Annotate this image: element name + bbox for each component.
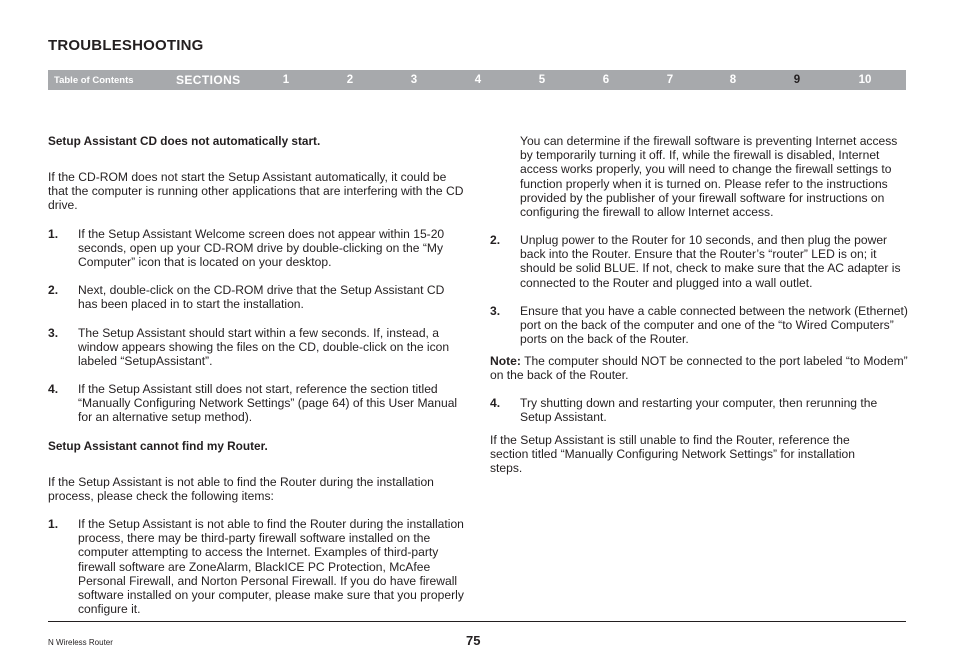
- section-link-9-current[interactable]: 9: [793, 74, 801, 86]
- list-number: 4.: [490, 396, 501, 410]
- section-link-3[interactable]: 3: [410, 74, 418, 86]
- list-item: [48, 382, 466, 425]
- paragraph-cd-intro: If the CD-ROM does not start the Setup Assistant automatically, it could be that the computer is running other applications that are interfering with the CD drive.: [48, 170, 464, 213]
- section-nav-bar: [48, 70, 906, 90]
- list-number: 3.: [48, 326, 59, 340]
- section-heading-router: Setup Assistant cannot find my Router.: [48, 439, 268, 453]
- section-link-4[interactable]: 4: [474, 74, 482, 86]
- section-link-2[interactable]: 2: [346, 74, 354, 86]
- list-number: 4.: [48, 382, 59, 396]
- list-number: 3.: [490, 304, 501, 318]
- list-number: 1.: [48, 227, 59, 241]
- section-link-10[interactable]: 10: [858, 74, 872, 86]
- list-number: 2.: [48, 283, 59, 297]
- footer-divider: [48, 621, 906, 622]
- list-item: [48, 227, 466, 270]
- list-number: 2.: [490, 233, 501, 247]
- paragraph-final: If the Setup Assistant is still unable to find the Router, reference the section titled “Manually Configuring Network Settings” for installation steps.: [490, 433, 855, 476]
- list-item-text: Unplug power to the Router for 10 seconds, and then plug the power back into the Router. Ensure that the Router’s “router” LED is on; it should be solid BLUE. If not, check to make sure that the AC adapter is connected to the Router and plugged into a wall outlet.: [520, 233, 901, 290]
- list-item-text: If the Setup Assistant Welcome screen does not appear within 15-20 seconds, open up your CD-ROM drive by double-clicking on the “My Computer” icon that is located on your desktop.: [78, 227, 445, 270]
- note-paragraph: [490, 354, 908, 382]
- note-text: The computer should NOT be connected to the port labeled “to Modem” on the back of the Router.: [490, 354, 908, 383]
- section-link-5[interactable]: 5: [538, 74, 546, 86]
- section-link-1[interactable]: 1: [282, 74, 290, 86]
- list-item: [48, 517, 466, 616]
- note-label: Note:: [490, 354, 521, 368]
- list-item: [48, 326, 466, 369]
- list-item-text: Ensure that you have a cable connected between the network (Ethernet) port on the back of the computer and one of the “to Wired Computers” ports on the back of the Router.: [520, 304, 908, 347]
- sections-label: SECTIONS: [176, 73, 241, 87]
- section-link-8[interactable]: 8: [729, 74, 737, 86]
- page-title: TROUBLESHOOTING: [48, 37, 204, 54]
- list-item-text: The Setup Assistant should start within a few seconds. If, instead, a window appears showing the files on the CD, double-click on the icon labeled “SetupAssistant”.: [78, 326, 450, 369]
- list-item: [48, 283, 466, 311]
- table-of-contents-link[interactable]: Table of Contents: [54, 75, 134, 86]
- list-item-text: If the Setup Assistant is not able to find the Router during the installation process, there may be third-party firewall software installed on the computer attempting to access the Internet. Examples of third-party firewall software are ZoneAlarm, BlackICE PC Protection, McAfee Personal Firewall, and Norton Personal Firewall. If you do have firewall software installed on your computer, please make sure that you properly configure it.: [78, 517, 464, 617]
- footer-product-name: N Wireless Router: [48, 638, 113, 647]
- page-number: 75: [466, 633, 481, 648]
- section-link-7[interactable]: 7: [666, 74, 674, 86]
- list-item: [490, 396, 908, 424]
- paragraph-router-intro: If the Setup Assistant is not able to find the Router during the installation process, please check the following items:: [48, 475, 434, 504]
- list-item: [490, 304, 908, 347]
- list-item-text: Try shutting down and restarting your computer, then rerunning the Setup Assistant.: [520, 396, 878, 425]
- list-item-text: Next, double-click on the CD-ROM drive that the Setup Assistant CD has been placed in to start the installation.: [78, 283, 445, 312]
- paragraph-firewall: You can determine if the firewall software is preventing Internet access by temporarily turning it off. If, while the firewall is disabled, Internet access works properly, you will need to change the firewall settings to function properly when it is turned on. Please refer to the instructions provided by the publisher of your firewall software for instructions on configuring the firewall to allow Internet access.: [520, 134, 898, 220]
- list-item: [490, 233, 908, 290]
- section-link-6[interactable]: 6: [602, 74, 610, 86]
- section-heading-cd: Setup Assistant CD does not automatically start.: [48, 134, 321, 148]
- list-number: 1.: [48, 517, 59, 531]
- list-item-text: If the Setup Assistant still does not start, reference the section titled “Manually Configuring Network Settings” (page 64) of this User Manual for an alternative setup method).: [78, 382, 458, 425]
